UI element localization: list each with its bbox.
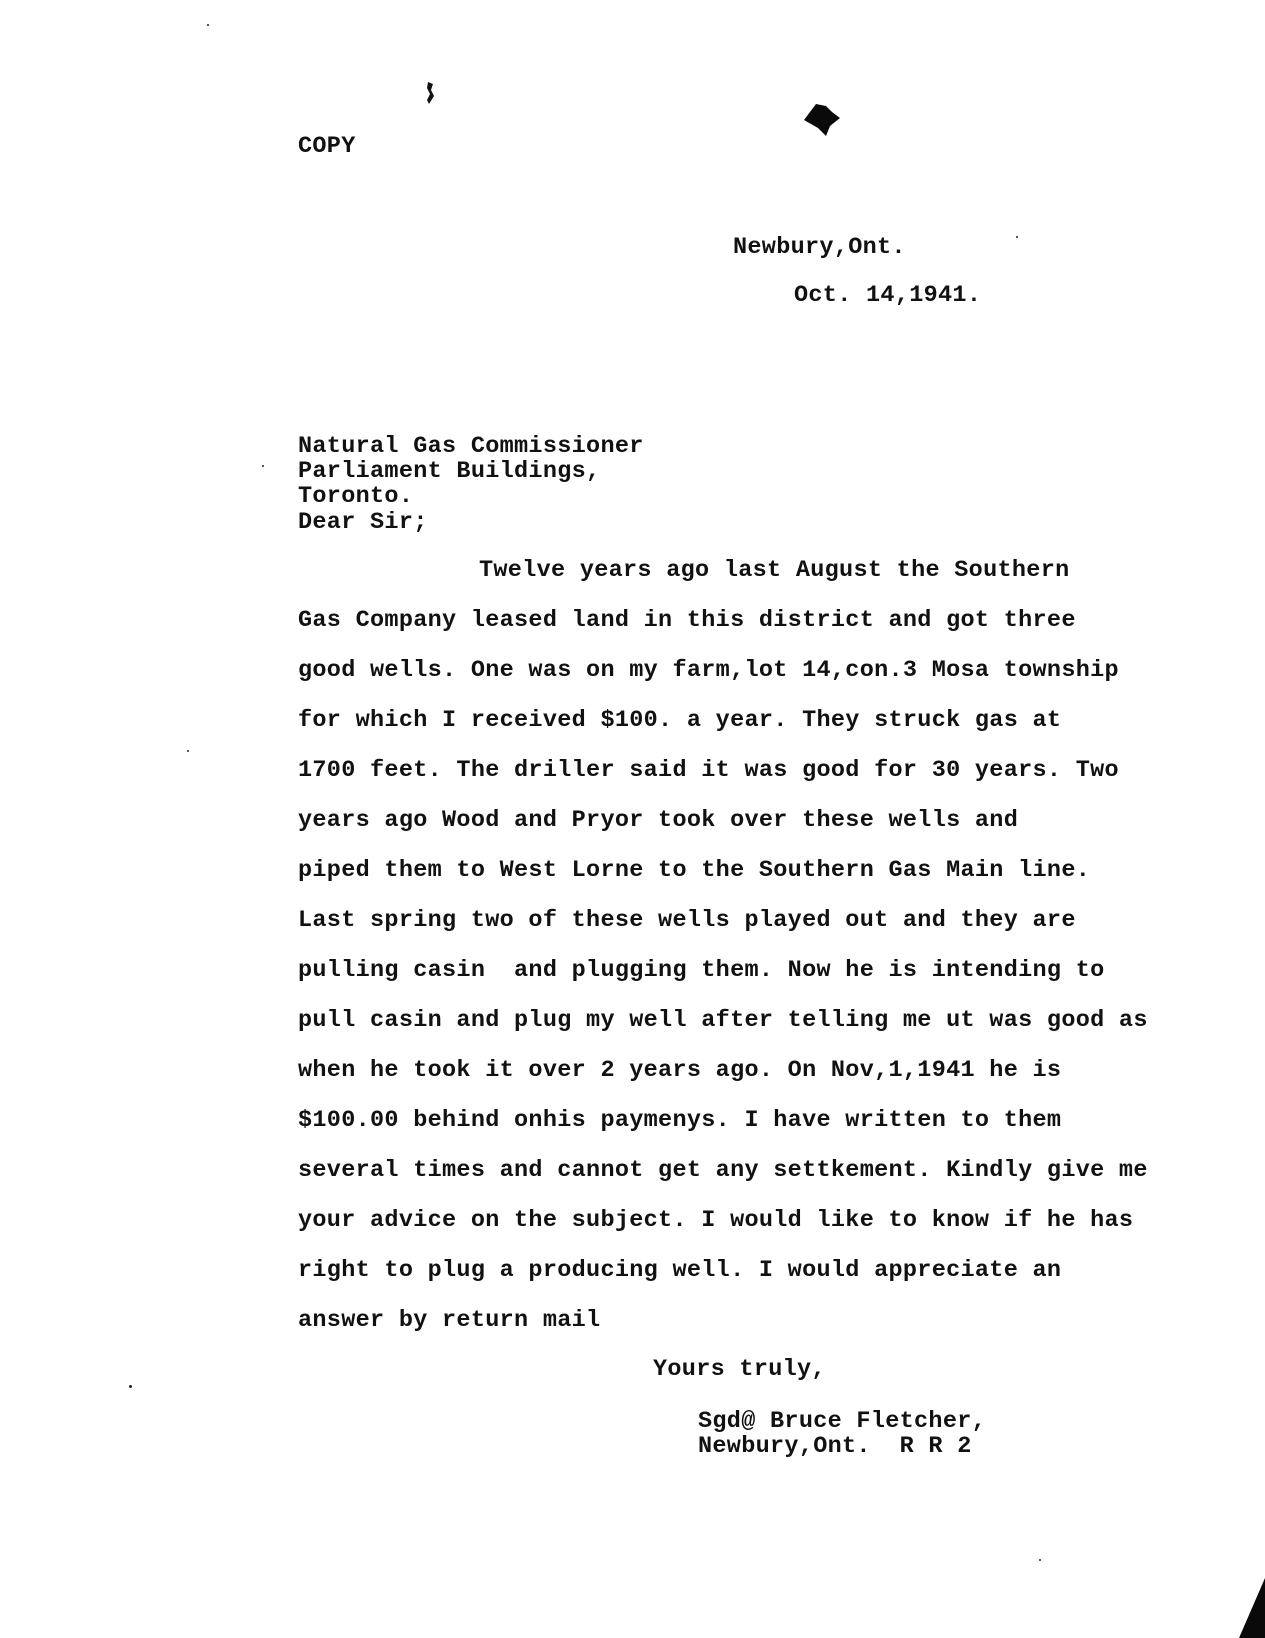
body-line: $100.00 behind onhis paymenys. I have written to them [298, 1107, 1062, 1134]
body-line: piped them to West Lorne to the Southern Gas Main line. [298, 857, 1091, 884]
speck [262, 465, 264, 467]
signature-line: Sgd@ Bruce Fletcher, [698, 1408, 987, 1435]
body-line: Gas Company leased land in this district and got three [298, 607, 1076, 634]
salutation: Dear Sir; [298, 509, 428, 536]
letter-date: Oct. 14,1941. [794, 282, 982, 309]
valediction: Yours truly, [653, 1356, 826, 1383]
body-line: 1700 feet. The driller said it was good for 30 years. Two [298, 757, 1119, 784]
speck [207, 24, 209, 26]
speck [187, 750, 189, 752]
body-line: good wells. One was on my farm,lot 14,con.3 Mosa township [298, 657, 1119, 684]
ink-corner-mark [1235, 1578, 1265, 1638]
body-line: Last spring two of these wells played out and they are [298, 907, 1076, 934]
body-line: Twelve years ago last August the Southern [479, 557, 1070, 584]
recipient-line-1: Natural Gas Commissioner [298, 433, 644, 460]
speck [1039, 1559, 1041, 1561]
body-line: several times and cannot get any settkement. Kindly give me [298, 1157, 1148, 1184]
sender-place: Newbury,Ont. [733, 234, 906, 261]
body-line: years ago Wood and Pryor took over these wells and [298, 807, 1019, 834]
ink-blot [802, 98, 842, 138]
body-line: answer by return mail [298, 1307, 601, 1334]
body-line: pulling casin and plugging them. Now he is intending to [298, 957, 1105, 984]
body-line: for which I received $100. a year. They struck gas at [298, 707, 1062, 734]
speck [129, 1385, 132, 1388]
body-line: your advice on the subject. I would like to know if he has [298, 1207, 1134, 1234]
body-line: pull casin and plug my well after telling me ut was good as [298, 1007, 1148, 1034]
body-line: when he took it over 2 years ago. On Nov,1,1941 he is [298, 1057, 1062, 1084]
body-line: right to plug a producing well. I would appreciate an [298, 1257, 1062, 1284]
recipient-line-3: Toronto. [298, 483, 414, 510]
speck [1016, 236, 1018, 238]
recipient-line-2: Parliament Buildings, [298, 458, 601, 485]
copy-label: COPY [298, 133, 356, 160]
signature-address: Newbury,Ont. R R 2 [698, 1433, 972, 1460]
ink-mark [426, 80, 436, 106]
